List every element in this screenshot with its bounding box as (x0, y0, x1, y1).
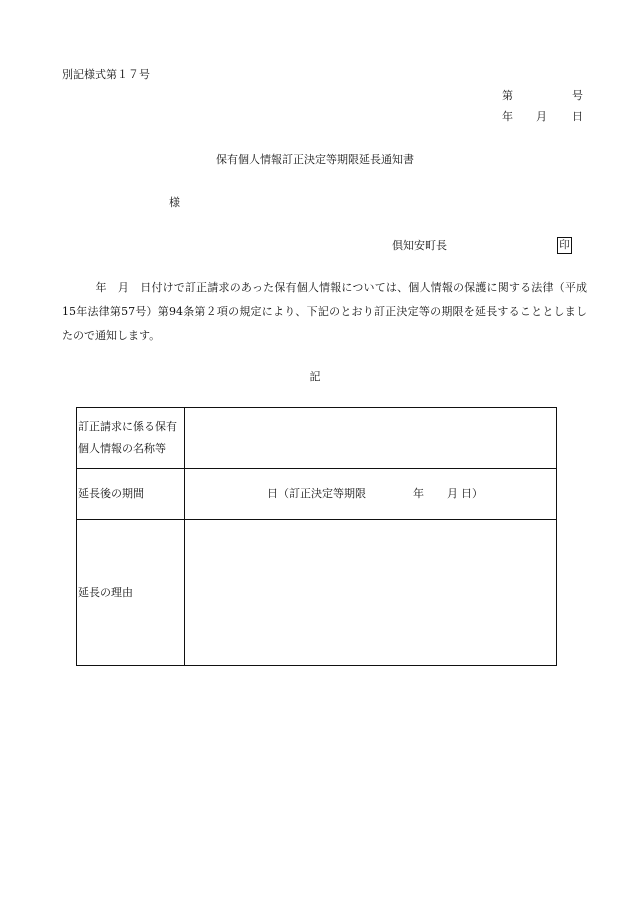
extended-period-day: 日） (461, 487, 483, 500)
extended-period-month: 月 (447, 487, 458, 500)
addressee-honorific: 様 (169, 196, 180, 209)
info-name-label: 訂正請求に係る保有 個人情報の名称等 (77, 408, 185, 469)
document-title: 保有個人情報訂正決定等期限延長通知書 (216, 153, 414, 166)
record-heading: 記 (309, 370, 321, 383)
detail-table (76, 407, 557, 666)
issue-date-year: 年 (502, 110, 513, 123)
issue-date-day: 日 (572, 110, 583, 123)
extended-period-prefix: 日（訂正決定等期限 (267, 487, 366, 500)
sender-name: 倶知安町長 (392, 239, 447, 252)
table-row-info-name (77, 408, 557, 469)
form-number: 別記様式第１７号 (62, 68, 150, 81)
extension-reason-label: 延長の理由 (77, 520, 185, 666)
table-row-extension-reason (77, 520, 557, 666)
info-name-value (185, 408, 557, 469)
extension-reason-value (185, 520, 557, 666)
notice-body-paragraph: 年 月 日付けで訂正請求のあった保有個人情報については、個人情報の保護に関する法律（平成15年法律第57号）第94条第２項の規定により、下記のとおり訂正決定等の期限を延長することとしましたので通知します。 (62, 281, 587, 342)
extended-period-label: 延長後の期間 (77, 469, 185, 520)
document-number-label: 第 (502, 89, 513, 102)
extended-period-value (185, 469, 557, 520)
table-row-extended-period (77, 469, 557, 520)
issue-date-month: 月 (536, 110, 547, 123)
seal-box: 印 (557, 237, 572, 254)
document-number-suffix: 号 (572, 89, 583, 102)
extended-period-year: 年 (413, 487, 424, 500)
